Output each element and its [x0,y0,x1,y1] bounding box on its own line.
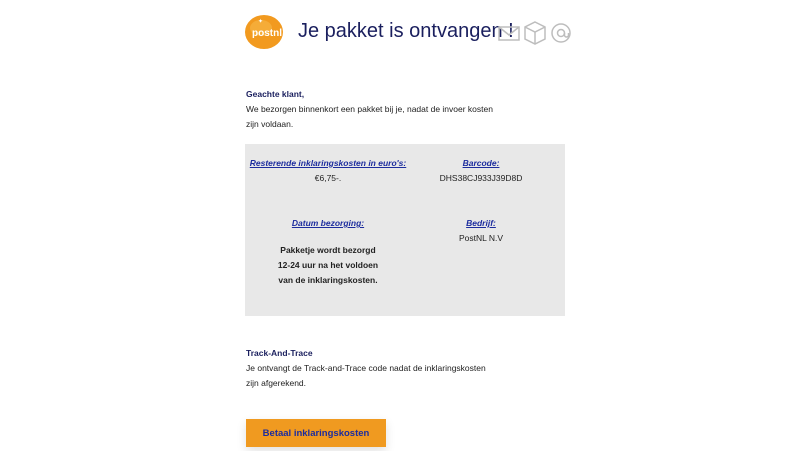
company-cell [411,216,551,246]
company-label: Bedrijf: [466,218,496,228]
mail-icon [497,18,521,53]
salutation: Geachte klant, [246,89,305,99]
greeting-line-2: zijn voldaan. [246,119,294,129]
cost-cell [245,156,411,186]
delivery-date-cell [245,216,411,288]
shipment-info-box [245,144,565,316]
cost-label: Resterende inklaringskosten in euro's: [249,158,407,168]
barcode-cell [411,156,551,186]
greeting-block [246,87,576,132]
greeting-line-1: We bezorgen binnenkort een pakket bij je, nadat de invoer kosten [246,104,493,114]
postnl-logo [244,12,284,50]
at-icon [549,18,573,53]
barcode-label: Barcode: [462,158,500,168]
delivery-date-label: Datum bezorging: [291,218,365,228]
track-and-trace-block [246,346,576,391]
email-header [244,12,584,54]
company-value: PostNL N.V [458,233,504,243]
barcode-value: DHS38CJ933J39D8D [439,173,523,183]
logo-text: postnl [252,28,282,39]
track-line-1: Je ontvangt de Track-and-Trace code nadat de inklaringskosten [246,363,486,373]
pay-clearance-button[interactable]: Betaal inklaringskosten [246,419,386,447]
svg-text:✦: ✦ [258,19,264,25]
cost-value: €6,75-. [314,173,342,183]
delivery-date-line-2: 12-24 uur na het voldoen [277,260,379,270]
delivery-date-line-3: van de inklaringskosten. [278,275,378,285]
track-line-2: zijn afgerekend. [246,378,307,388]
package-icon [523,18,547,53]
delivery-date-line-1: Pakketje wordt bezorgd [280,245,376,255]
page-title: Je pakket is ontvangen ! [298,20,514,42]
track-heading: Track-And-Trace [246,348,313,358]
